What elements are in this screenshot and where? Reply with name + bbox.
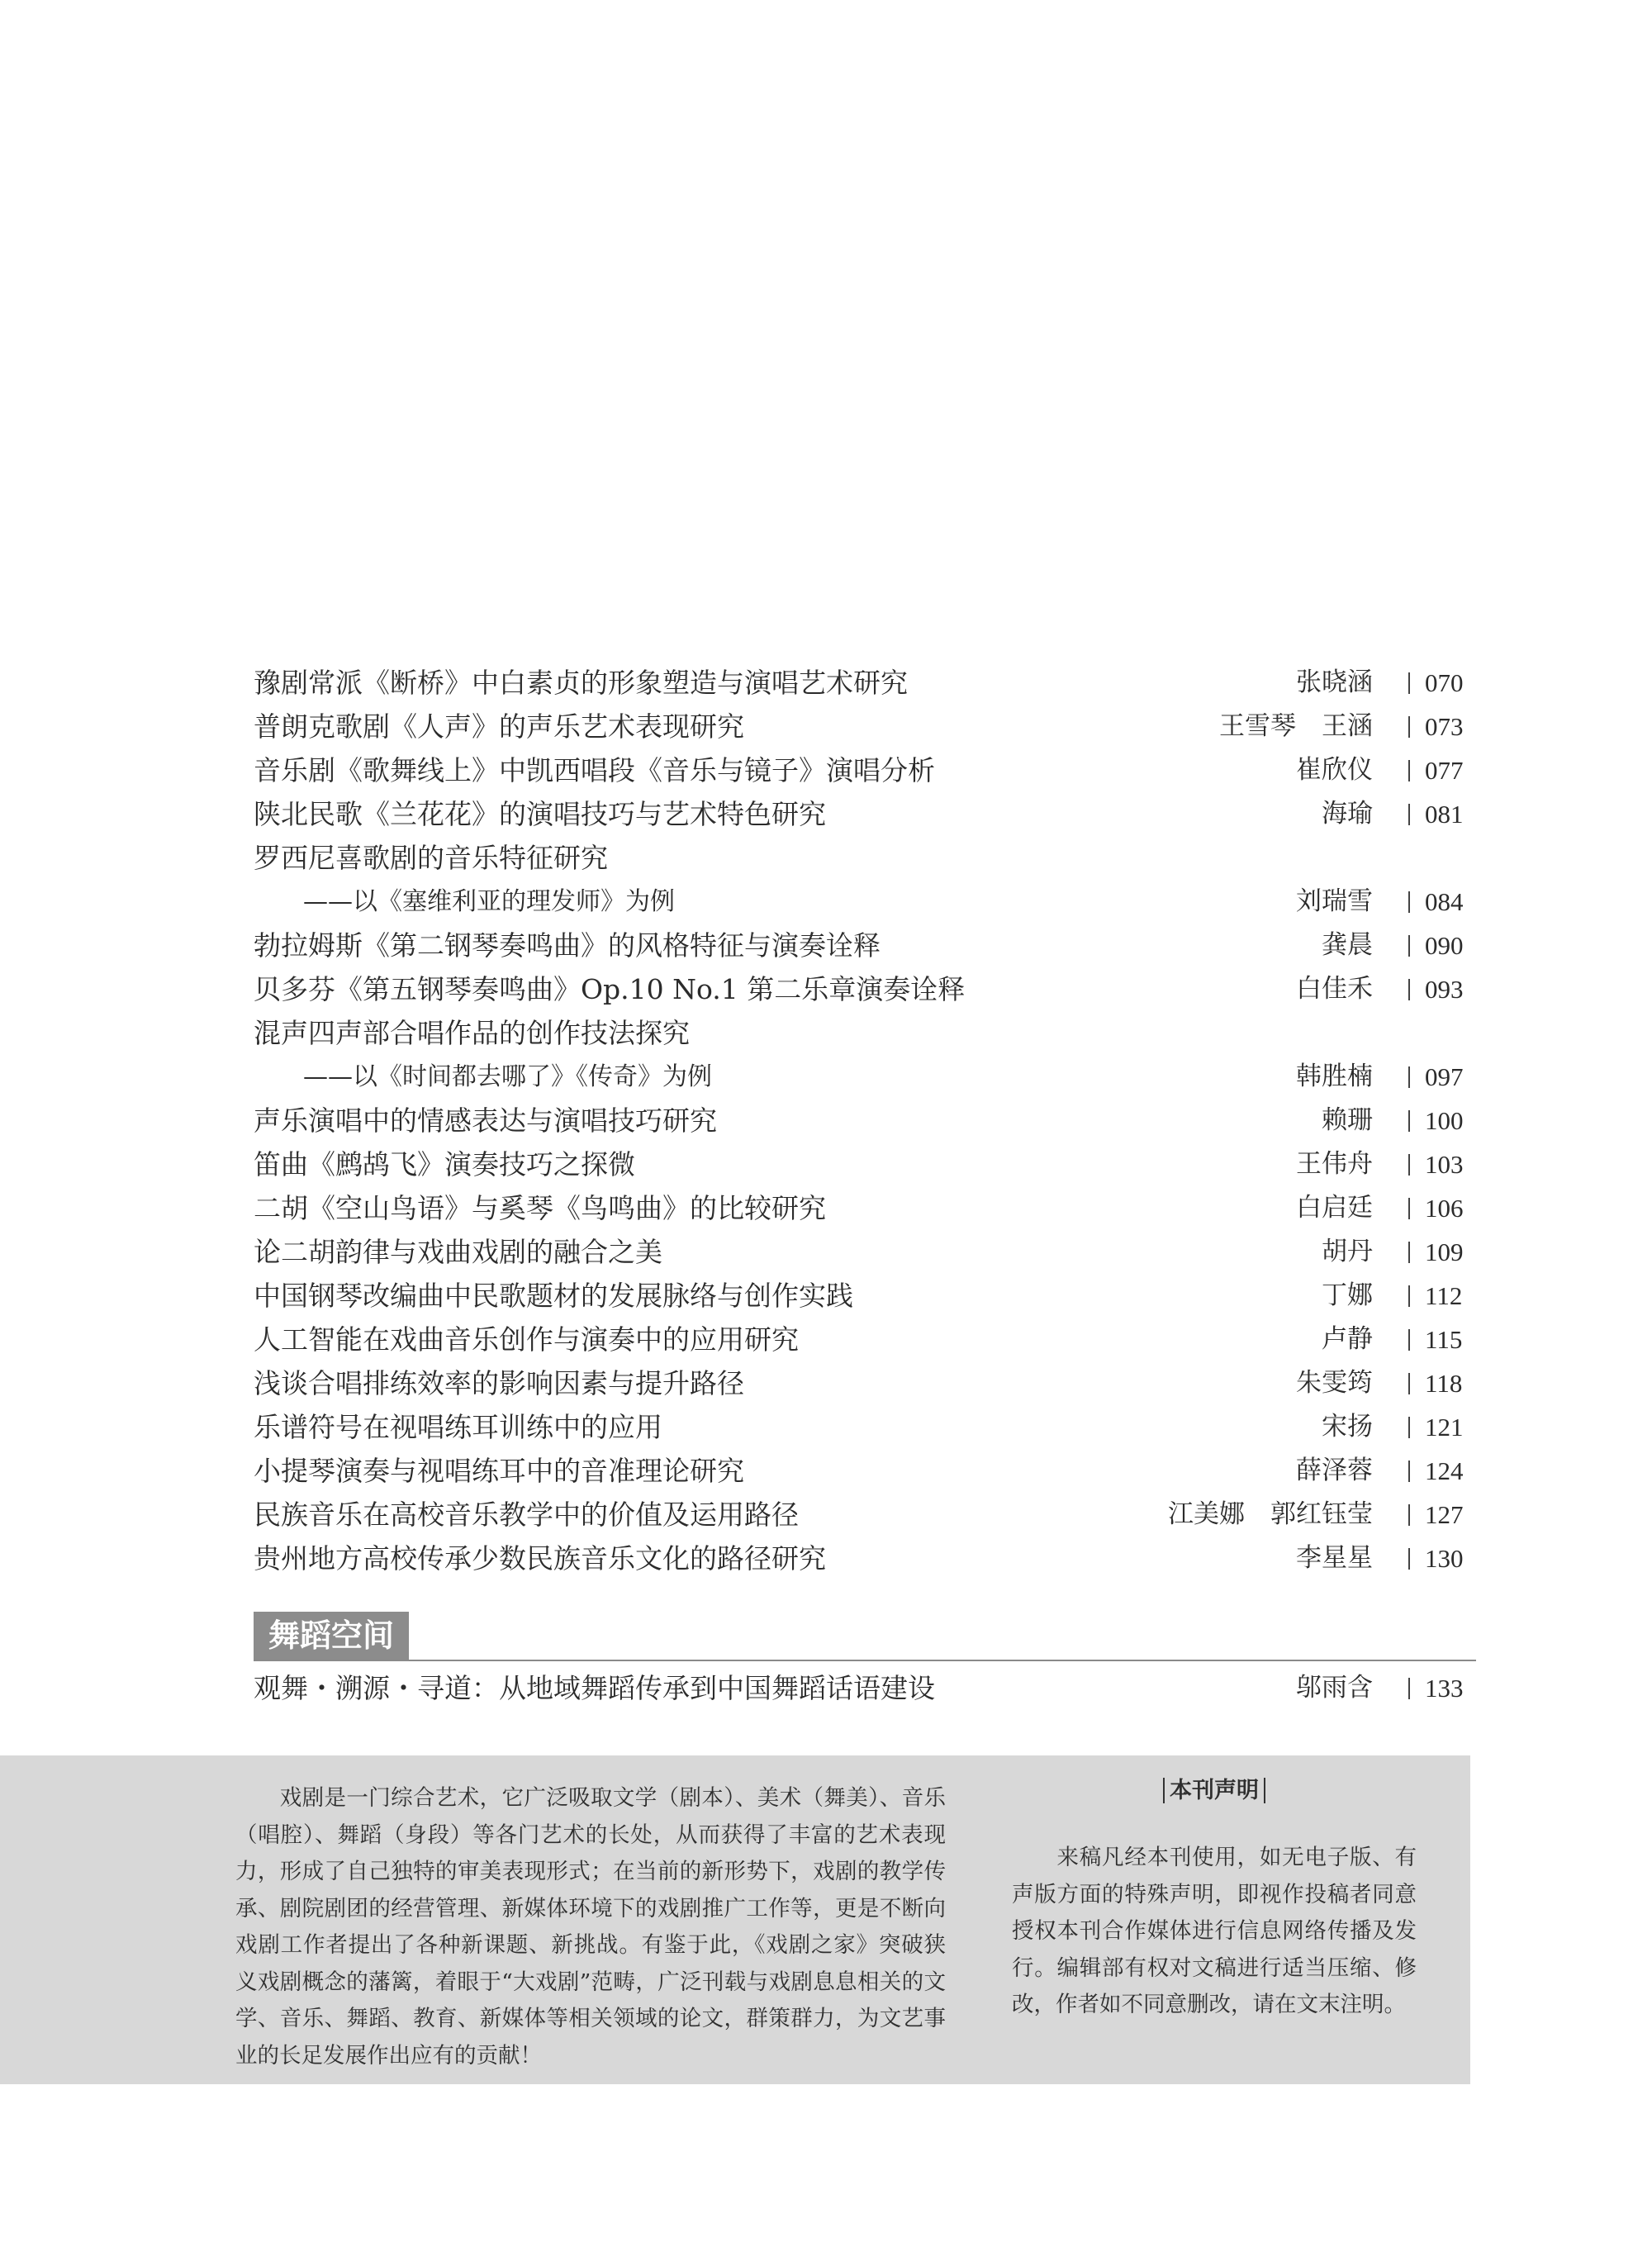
toc-entry-title: 豫剧常派《断桥》中白素贞的形象塑造与演唱艺术研究 — [254, 667, 908, 699]
toc-entry-author: 白启廷 — [1296, 1193, 1373, 1223]
toc-entry — [254, 1230, 1476, 1274]
toc-entry-author: 胡丹 — [1322, 1237, 1373, 1266]
toc-entry-page: 106 — [1408, 1186, 1464, 1230]
toc-entry — [254, 1055, 1476, 1099]
toc-entry — [254, 1493, 1476, 1537]
journal-notice — [1012, 1772, 1417, 2024]
toc-entry-title: 贝多芬《第五钢琴奏鸣曲》Op.10 No.1 第二乐章演奏诠释 — [254, 973, 966, 1005]
toc-entry — [254, 836, 1476, 880]
toc-entry-page: 115 — [1408, 1318, 1462, 1361]
toc-entry-title: 普朗克歌剧《人声》的声乐艺术表现研究 — [254, 710, 744, 743]
toc-entry-author: 赖珊 — [1322, 1105, 1373, 1135]
toc-entry-title: 二胡《空山鸟语》与奚琴《鸟鸣曲》的比较研究 — [254, 1192, 826, 1224]
toc-entry-title: 音乐剧《歌舞线上》中凯西唱段《音乐与镜子》演唱分析 — [254, 754, 935, 786]
toc-entry-page: 093 — [1408, 967, 1464, 1011]
toc-entry-author: 江美娜 郭红钰莹 — [1168, 1499, 1373, 1529]
toc-entry-page: 124 — [1408, 1449, 1464, 1493]
toc-entry-author: 崔欣仪 — [1296, 755, 1373, 785]
toc-entry-author: 宋扬 — [1322, 1412, 1373, 1442]
toc-entry-author: 薛泽蓉 — [1296, 1456, 1373, 1485]
toc-entry — [254, 748, 1476, 792]
toc-entry-page: 133 — [1408, 1666, 1464, 1710]
footer-box — [0, 1755, 1470, 2084]
toc-entry-page: 127 — [1408, 1493, 1464, 1537]
toc-entry-author: 丁娜 — [1322, 1280, 1373, 1310]
toc-entry-page: 118 — [1408, 1361, 1462, 1405]
toc-entry — [254, 1274, 1476, 1318]
toc-entry-title: 观舞・溯源・寻道：从地域舞蹈传承到中国舞蹈话语建设 — [254, 1672, 935, 1704]
toc-entry-title: 勃拉姆斯《第二钢琴奏鸣曲》的风格特征与演奏诠释 — [254, 929, 881, 962]
section-title: 舞蹈空间 — [254, 1612, 409, 1660]
toc-entry — [254, 924, 1476, 967]
table-of-contents — [254, 661, 1476, 1580]
toc-entry-author: 朱雯筠 — [1296, 1368, 1373, 1398]
toc-entry — [254, 1361, 1476, 1405]
toc-entry-title: 论二胡韵律与戏曲戏剧的融合之美 — [254, 1236, 662, 1268]
notice-text: 来稿凡经本刊使用，如无电子版、有声版方面的特殊声明，即视作投稿者同意授权本刊合作媒体进行信息网络传播及发行。编辑部有权对文稿进行适当压缩、修改，作者如不同意删改，请在文末注明。 — [1012, 1845, 1417, 2017]
toc-entry-title: 笛曲《鹧鸪飞》演奏技巧之探微 — [254, 1148, 635, 1180]
toc-entry-title: 陕北民歌《兰花花》的演唱技巧与艺术特色研究 — [254, 798, 826, 830]
toc-entry-page: 081 — [1408, 792, 1464, 836]
toc-entry — [254, 880, 1476, 924]
toc-entry-title: 人工智能在戏曲音乐创作与演奏中的应用研究 — [254, 1323, 799, 1356]
toc-entry-title: 声乐演唱中的情感表达与演唱技巧研究 — [254, 1104, 717, 1137]
toc-entry-author: 王雪琴 王涵 — [1219, 711, 1373, 741]
notice-title-label: 本刊声明 — [1163, 1778, 1265, 1803]
toc-entry-author: 韩胜楠 — [1296, 1062, 1373, 1091]
toc-entry — [254, 1666, 1476, 1710]
toc-entry — [254, 705, 1476, 748]
toc-entry-page: 109 — [1408, 1230, 1464, 1274]
toc-entry-page: 084 — [1408, 880, 1464, 924]
toc-entry-title: 贵州地方高校传承少数民族音乐文化的路径研究 — [254, 1542, 826, 1575]
toc-entry-title: 民族音乐在高校音乐教学中的价值及运用路径 — [254, 1499, 799, 1531]
toc-entry-title: 乐谱符号在视唱练耳训练中的应用 — [254, 1411, 662, 1443]
toc-entry — [254, 967, 1476, 1011]
toc-entry-author: 龚晨 — [1322, 930, 1373, 960]
toc-entry-title: 小提琴演奏与视唱练耳中的音准理论研究 — [254, 1455, 744, 1487]
dance-section — [254, 1612, 1476, 1710]
toc-entry-page: 077 — [1408, 748, 1464, 792]
toc-entry-author: 刘瑞雪 — [1296, 886, 1373, 916]
toc-entry — [254, 1142, 1476, 1186]
toc-entry-author: 白佳禾 — [1296, 974, 1373, 1004]
toc-entry-page: 130 — [1408, 1537, 1464, 1580]
toc-entry — [254, 1011, 1476, 1055]
toc-entry-page: 121 — [1408, 1405, 1464, 1449]
toc-entry — [254, 1537, 1476, 1580]
toc-entry-page: 097 — [1408, 1055, 1464, 1099]
toc-entry-title: 罗西尼喜歌剧的音乐特征研究 — [254, 842, 608, 874]
toc-entry-author: 卢静 — [1322, 1324, 1373, 1354]
toc-entry — [254, 1318, 1476, 1361]
toc-entry — [254, 661, 1476, 705]
toc-entry — [254, 1405, 1476, 1449]
toc-entry-title: 中国钢琴改编曲中民歌题材的发展脉络与创作实践 — [254, 1280, 853, 1312]
toc-entry-author: 邬雨含 — [1296, 1673, 1373, 1703]
toc-entry — [254, 1099, 1476, 1142]
section-header — [254, 1612, 1476, 1661]
toc-entry-author: 张晓涵 — [1296, 667, 1373, 697]
toc-entry-page: 103 — [1408, 1142, 1464, 1186]
toc-entry — [254, 792, 1476, 836]
toc-entry-title: ——以《塞维利亚的理发师》为例 — [303, 887, 675, 916]
toc-entry-title: ——以《时间都去哪了》《传奇》为例 — [303, 1062, 712, 1091]
toc-entry-author: 王伟舟 — [1296, 1149, 1373, 1179]
toc-entry — [254, 1186, 1476, 1230]
toc-entry-page: 070 — [1408, 661, 1464, 705]
toc-entry-author: 海瑜 — [1322, 799, 1373, 829]
toc-entry-page: 100 — [1408, 1099, 1464, 1142]
notice-title — [1012, 1772, 1417, 1810]
toc-entry-author: 李星星 — [1296, 1543, 1373, 1573]
journal-intro-text: 戏剧是一门综合艺术，它广泛吸取文学（剧本）、美术（舞美）、音乐（唱腔）、舞蹈（身段）等各门艺术的长处，从而获得了丰富的艺术表现力，形成了自己独特的审美表现形式；在当前的新形势下，戏剧的教学传承、剧院剧团的经营管理、新媒体环境下的戏剧推广工作等，更是不断向戏剧工作者提出了各种新课题、新挑战。有鉴于此，《戏剧之家》突破狭义戏剧概念的藩篱，着眼于“大戏剧”范畴，广泛刊载与戏剧息息相关的文学、音乐、舞蹈、教育、新媒体等相关领域的论文，群策群力，为文艺事业的长足发展作出应有的贡献！ — [235, 1785, 946, 2069]
toc-entry — [254, 1449, 1476, 1493]
toc-entry-page: 112 — [1408, 1274, 1462, 1318]
toc-entry-page: 090 — [1408, 924, 1464, 967]
toc-entry-title: 混声四声部合唱作品的创作技法探究 — [254, 1017, 690, 1049]
toc-entry-title: 浅谈合唱排练效率的影响因素与提升路径 — [254, 1367, 744, 1399]
toc-entry-page: 073 — [1408, 705, 1464, 748]
